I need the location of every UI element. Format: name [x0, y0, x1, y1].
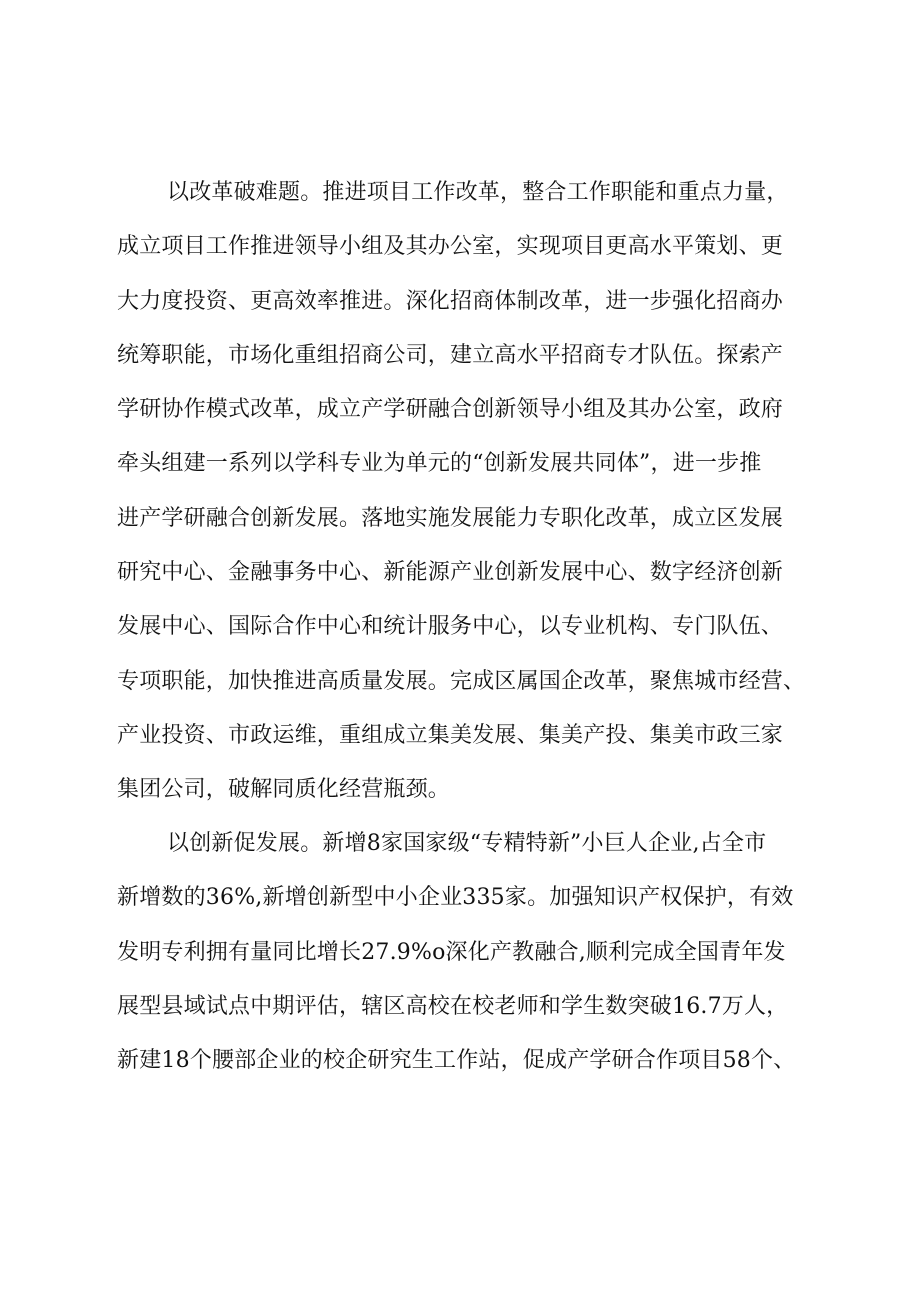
text-line: 新增数的36%,新增创新型中小企业335家。加强知识产权保护，有效 [117, 885, 794, 911]
text-line: 学研协作模式改革，成立产学研融合创新领导小组及其办公室，政府 [117, 397, 784, 423]
text-line: 进产学研融合创新发展。落地实施发展能力专职化改革，成立区发展 [117, 505, 784, 531]
text-line: 产业投资、市政运维，重组成立集美发展、集美产投、集美市政三家 [117, 722, 784, 748]
paragraph-innovation [117, 817, 837, 1088]
text-line: 牵头组建一系列以学科专业为单元的“创新发展共同体”，进一步推 [117, 451, 762, 477]
text-line: 新建18个腰部企业的校企研究生工作站，促成产学研合作项目58个、 [117, 1048, 796, 1074]
text-line: 统筹职能，市场化重组招商公司，建立高水平招商专才队伍。探索产 [117, 342, 784, 368]
text-line: 研究中心、金融事务中心、新能源产业创新发展中心、数字经济创新 [117, 560, 784, 586]
text-line: 发展中心、国际合作中心和统计服务中心，以专业机构、专门队伍、 [117, 614, 784, 640]
text-line: 大力度投资、更高效率推进。深化招商体制改革，进一步强化招商办 [117, 288, 784, 314]
text-line: 发明专利拥有量同比增长27.9%o深化产教融合,顺利完成全国青年发 [117, 939, 786, 965]
text-line: 展型县域试点中期评估，辖区高校在校老师和学生数突破16.7万人， [117, 993, 789, 1019]
paragraph-reform [117, 166, 837, 818]
text-line: 专项职能，加快推进高质量发展。完成区属国企改革，聚焦城市经营、 [117, 668, 806, 694]
text-line: 集团公司，破解同质化经营瓶颈。 [117, 777, 451, 803]
text-line: 以改革破难题。推进项目工作改革，整合工作职能和重点力量， [167, 180, 789, 205]
text-line: 以创新促发展。新增8家国家级“专精特新”小巨人企业,占全市 [167, 831, 767, 856]
text-line: 成立项目工作推进领导小组及其办公室，实现项目更高水平策划、更 [117, 234, 784, 260]
